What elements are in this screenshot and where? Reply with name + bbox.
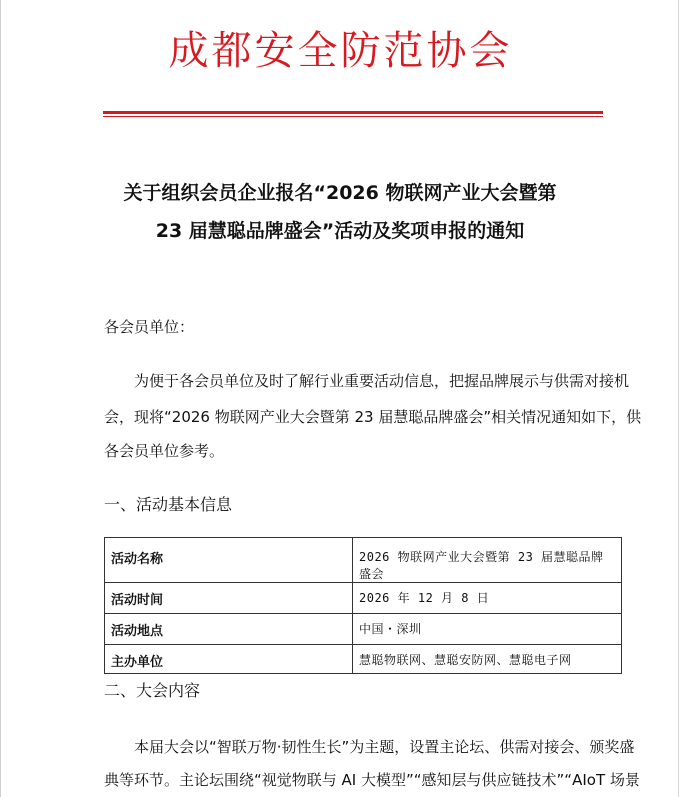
table-row xyxy=(105,614,622,645)
table-row xyxy=(105,538,622,583)
table-cell-value: 慧聪物联网、慧聪安防网、慧聪电子网 xyxy=(353,645,622,674)
letterhead-divider-thick xyxy=(103,111,603,114)
table-cell-label: 主办单位 xyxy=(105,645,353,674)
content-paragraph-line-2: 典等环节。主论坛围绕“视觉物联与 AI 大模型”“感知层与供应链技术”“AIoT 场景 xyxy=(104,771,640,789)
intro-paragraph-line-3: 各会员单位参考。 xyxy=(104,442,225,460)
table-cell-label: 活动地点 xyxy=(105,614,353,645)
table-row xyxy=(105,583,622,614)
section-heading-basic-info: 一、活动基本信息 xyxy=(104,495,233,514)
intro-paragraph-line-2: 会，现将“2026 物联网产业大会暨第 23 届慧聪品牌盛会”相关情况通知如下，供 xyxy=(104,408,642,426)
table-cell-label: 活动时间 xyxy=(105,583,353,614)
organization-letterhead-title: 成都安全防范协会 xyxy=(168,28,513,74)
table-row xyxy=(105,645,622,674)
content-paragraph-line-1: 本届大会以“智联万物·韧性生长”为主题，设置主论坛、供需对接会、颁奖盛 xyxy=(134,738,635,756)
table-cell-label: 活动名称 xyxy=(105,538,353,583)
notice-title-line-1: 关于组织会员企业报名“2026 物联网产业大会暨第 xyxy=(123,182,557,204)
table-cell-value: 2026 物联网产业大会暨第 23 届慧聪品牌盛会 xyxy=(353,538,622,583)
notice-title-line-2: 23 届慧聪品牌盛会”活动及奖项申报的通知 xyxy=(155,220,525,242)
table-cell-value: 中国・深圳 xyxy=(353,614,622,645)
section-heading-conference-content: 二、大会内容 xyxy=(104,681,201,700)
letterhead-divider-thin xyxy=(103,116,603,117)
intro-paragraph-line-1: 为便于各会员单位及时了解行业重要活动信息，把握品牌展示与供需对接机 xyxy=(134,372,630,390)
salutation: 各会员单位： xyxy=(104,318,195,336)
event-info-table xyxy=(104,537,622,674)
table-cell-value: 2026 年 12 月 8 日 xyxy=(353,583,622,614)
